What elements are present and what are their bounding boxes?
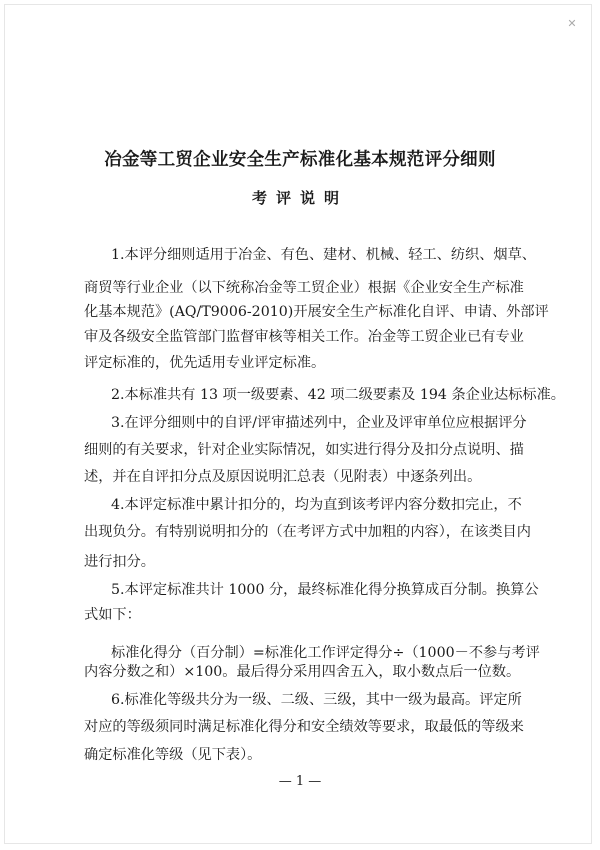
shrink-icon[interactable]: ✕ xyxy=(567,17,577,30)
text-line: 5.本评定标准共计 1000 分，最终标准化得分换算成百分制。换算公 xyxy=(111,582,539,598)
text-line: 4.本评定标准中累计扣分的，均为直到该考评内容分数扣完止，不 xyxy=(111,497,522,513)
text-line: 对应的等级须同时满足标准化得分和安全绩效等要求，取最低的等级来 xyxy=(84,719,524,735)
text-line: 进行扣分。 xyxy=(84,554,155,570)
document-title: 冶金等工贸企业安全生产标准化基本规范评分细则 xyxy=(104,150,496,170)
text-line: 3.在评分细则中的自评/评审描述列中，企业及评审单位应根据评分 xyxy=(111,415,527,431)
text-line: 式如下： xyxy=(84,607,141,623)
text-line: 评定标准的，优先适用专业评定标准。 xyxy=(84,355,326,371)
text-line: 标准化得分（百分制）=标准化工作评定得分÷（1000－不参与考评 xyxy=(111,645,540,661)
text-line: 出现负分。有特别说明扣分的（在考评方式中加粗的内容），在该类目内 xyxy=(84,524,531,540)
text-line: 内容分数之和）×100。最后得分采用四舍五入，取小数点后一位数。 xyxy=(84,664,521,680)
section-heading: 考评说明 xyxy=(251,189,348,207)
page-number: — 1 — xyxy=(278,774,322,789)
text-line: 化基本规范》(AQ/T9006-2010)开展安全生产标准化自评、申请、外部评 xyxy=(84,304,549,320)
text-line: 1.本评分细则适用于冶金、有色、建材、机械、轻工、纺织、烟草、 xyxy=(111,247,536,263)
text-line: 细则的有关要求，针对企业实际情况，如实进行得分及扣分点说明、描 xyxy=(84,442,524,458)
text-line: 确定标准化等级（见下表）。 xyxy=(84,747,262,763)
text-line: 审及各级安全监管部门监督审核等相关工作。冶金等工贸企业已有专业 xyxy=(84,329,524,345)
text-line: 述，并在自评扣分点及原因说明汇总表（见附表）中逐条列出。 xyxy=(84,469,482,485)
text-line: 6.标准化等级共分为一级、二级、三级，其中一级为最高。评定所 xyxy=(111,692,522,708)
text-line: 商贸等行业企业（以下统称冶金等工贸企业）根据《企业安全生产标准 xyxy=(84,280,524,296)
text-line: 2.本标准共有 13 项一级要素、42 项二级要素及 194 条企业达标标准。 xyxy=(111,387,565,403)
